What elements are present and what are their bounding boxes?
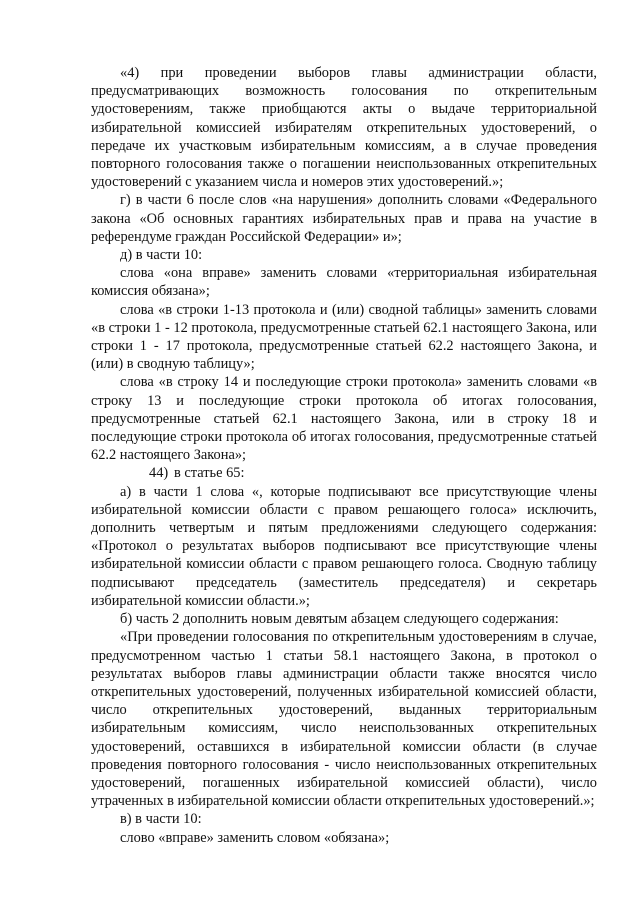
paragraph-replace-3: слова «в строку 14 и последующие строки протокола» заменить словами «в строку 13 и последующие строки протокола об итогах голосования, предусмотренные статьей 62.1 настоящего Закона, или в строку 18 и последующие строки протокола об итогах голосования, предусмотренные статьей 62.2 настоящего Закона»; <box>91 374 597 464</box>
paragraph-item-g: г) в части 6 после слов «на нарушения» дополнить словами «Федерального закона «Об основных гарантиях избирательных прав и права на участие в референдуме граждан Российской Федерации» и»; <box>91 192 597 245</box>
document-page <box>91 64 597 847</box>
article-number: 44) <box>149 465 169 482</box>
paragraph-item-4: «4) при проведении выборов главы администрации области, предусматривающих возможность голосования по открепительным удостоверениям, также приобщаются акты о выдаче территориальной избирательной комиссией избирателям открепительных удостоверений, о передаче их участковым избирательным комиссиям, а в случае проведения повторного голосования также о погашении неиспользованных открепительных удостоверений с указанием числа и номеров этих удостоверений.»; <box>91 65 597 191</box>
paragraph-item-v: в) в части 10: <box>120 811 202 828</box>
paragraph-item-b: б) часть 2 дополнить новым девятым абзацем следующего содержания: <box>120 611 559 628</box>
paragraph-quote: «При проведении голосования по открепительным удостоверениям в случае, предусмотренном частью 1 статьи 58.1 настоящего Закона, в протокол о результатах выборов главы администрации области также вносятся число открепительных удостоверений, полученных избирательной комиссией области, число открепительных удостоверений, выданных территориальным избирательным комиссиям, число неиспользованных открепительных удостоверений, оставшихся в избирательной комиссии области (в случае проведения повторного голосования - число неиспользованных открепительных удостоверений, погашенных избирательной комиссией области), число утраченных в избирательной комиссии области открепительных удостоверений.»; <box>91 629 597 810</box>
paragraph-replace-1: слова «она вправе» заменить словами «территориальная избирательная комиссия обязана»; <box>91 265 597 300</box>
paragraph-replace-2: слова «в строки 1-13 протокола и (или) сводной таблицы» заменить словами «в строки 1 - 12 протокола, предусмотренные статьей 62.1 настоящего Закона, или строки 1 - 17 протокола, предусмотренные статьей 62.2 настоящего Закона, и (или) в сводную таблицу»; <box>91 301 597 373</box>
article-text: в статье 65: <box>174 465 245 482</box>
paragraph-replace-4: слово «вправе» заменить словом «обязана»; <box>120 829 390 846</box>
article-heading <box>91 464 597 482</box>
paragraph-item-d: д) в части 10: <box>120 247 203 264</box>
paragraph-item-a: а) в части 1 слова «, которые подписывают все присутствующие члены избирательной комиссии области с правом решающего голоса» исключить, дополнить четвертым и пятым предложениями следующего содержания: «Протокол о результатах выборов подписывают все присутствующие члены избирательной комиссии области с правом решающего голоса. Сводную таблицу подписывают председатель (заместитель председателя) и секретарь избирательной комиссии области.»; <box>91 483 597 609</box>
